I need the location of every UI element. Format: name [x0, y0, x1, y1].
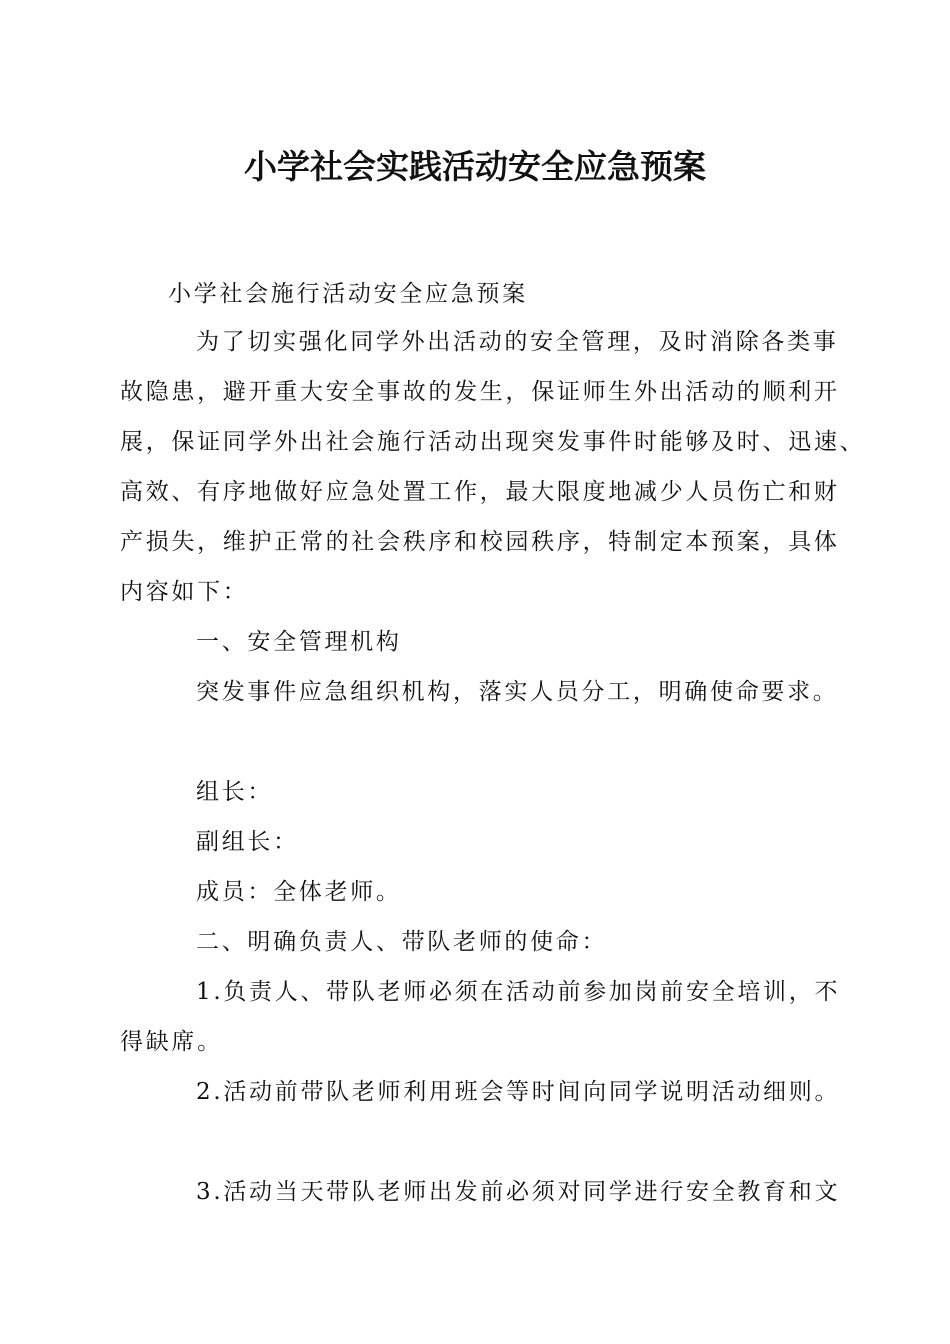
paragraph-line: 高效、有序地做好应急处置工作，最大限度地减少人员伤亡和财: [120, 479, 840, 505]
paragraph-line: 产损失，维护正常的社会秩序和校园秩序，特制定本预案，具体: [120, 529, 840, 555]
paragraph-line: 突发事件应急组织机构，落实人员分工，明确使命要求。: [196, 679, 839, 705]
paragraph-line: 内容如下：: [120, 579, 249, 605]
subtitle-line: 小学社会施行活动安全应急预案: [168, 281, 528, 307]
deputy-leader-line: 副组长：: [196, 829, 299, 855]
paragraph-line: 展，保证同学外出社会施行活动出现突发事件时能够及时、迅速、: [120, 429, 866, 455]
list-item: 2.活动前带队老师利用班会等时间向同学说明活动细则。: [196, 1079, 841, 1105]
section-heading: 一、安全管理机构: [196, 629, 402, 655]
list-item: 1.负责人、带队老师必须在活动前参加岗前安全培训，不: [196, 979, 841, 1005]
paragraph-line: 为了切实强化同学外出活动的安全管理，及时消除各类事: [196, 329, 839, 355]
team-leader-line: 组长：: [196, 779, 274, 805]
members-line: 成员：全体老师。: [196, 879, 402, 905]
list-item-continuation: 得缺席。: [120, 1029, 223, 1055]
list-item: 3.活动当天带队老师出发前必须对同学进行安全教育和文: [196, 1179, 841, 1205]
section-heading: 二、明确负责人、带队老师的使命：: [196, 929, 608, 955]
paragraph-line: 故隐患，避开重大安全事故的发生，保证师生外出活动的顺利开: [120, 379, 840, 405]
document-title: 小学社会实践活动安全应急预案: [244, 147, 706, 186]
